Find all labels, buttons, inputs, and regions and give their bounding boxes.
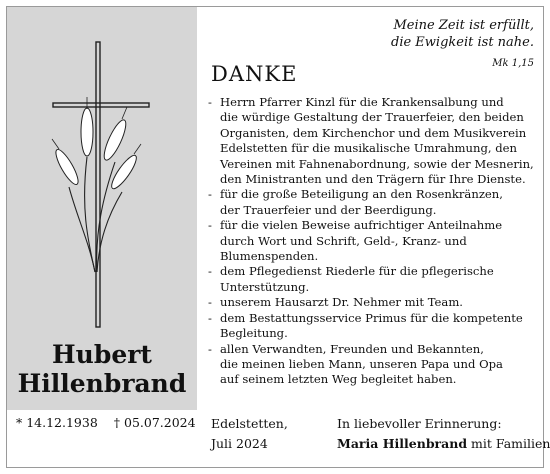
thanks-list (206, 95, 536, 388)
signer-suffix: mit Familien (467, 436, 550, 451)
deceased-name (7, 340, 197, 398)
list-item: - Herrn Pfarrer Kinzl für die Krankensalbung und die würdige Gestaltung der Trauerfeier, den beiden Organisten, dem Kirchenchor und dem Musikverein Edelstetten für die musikalische Umrahmung, den Vereinen mit Fahnenabordnung, sowie der Mesnerin, den Ministranten und den Trägern für Ihre Dienste. (206, 95, 536, 187)
motto-quote (391, 17, 534, 51)
signer-name: Maria Hillenbrand (337, 436, 468, 451)
death-date: † 05.07.2024 (113, 415, 196, 430)
list-item: - für die vielen Beweise aufrichtiger Anteilnahme durch Wort und Schrift, Geld-, Kranz- und Blumenspenden. (206, 218, 536, 264)
motto-reference: Mk 1,15 (492, 58, 534, 69)
motto-line-1: Meine Zeit ist erfüllt, (393, 18, 534, 33)
deceased-first-name: Hubert (52, 340, 152, 369)
list-item: - dem Bestattungsservice Primus für die kompetente Begleitung. (206, 311, 536, 342)
date: Juli 2024 (211, 436, 268, 451)
signer-line (337, 434, 550, 454)
motto-line-2: die Ewigkeit ist nahe. (391, 35, 534, 50)
life-dates (16, 414, 196, 432)
page-title: DANKE (211, 62, 298, 86)
deceased-last-name: Hillenbrand (17, 369, 187, 398)
list-item: - dem Pflegedienst Riederle für die pflegerische Unterstützung. (206, 264, 536, 295)
memory-line: In liebevoller Erinnerung: (337, 416, 502, 431)
signature-block (337, 414, 550, 454)
place-and-date (211, 414, 288, 454)
birth-date: * 14.12.1938 (16, 415, 98, 430)
list-item: - allen Verwandten, Freunden und Bekannten, die meinen lieben Mann, unseren Papa und Opa auf seinem letzten Weg begleitet haben. (206, 342, 536, 388)
place: Edelstetten, (211, 416, 288, 431)
list-item: - unserem Hausarzt Dr. Nehmer mit Team. (206, 295, 536, 310)
list-item: - für die große Beteiligung an den Rosenkränzen, der Trauerfeier und der Beerdigung. (206, 187, 536, 218)
